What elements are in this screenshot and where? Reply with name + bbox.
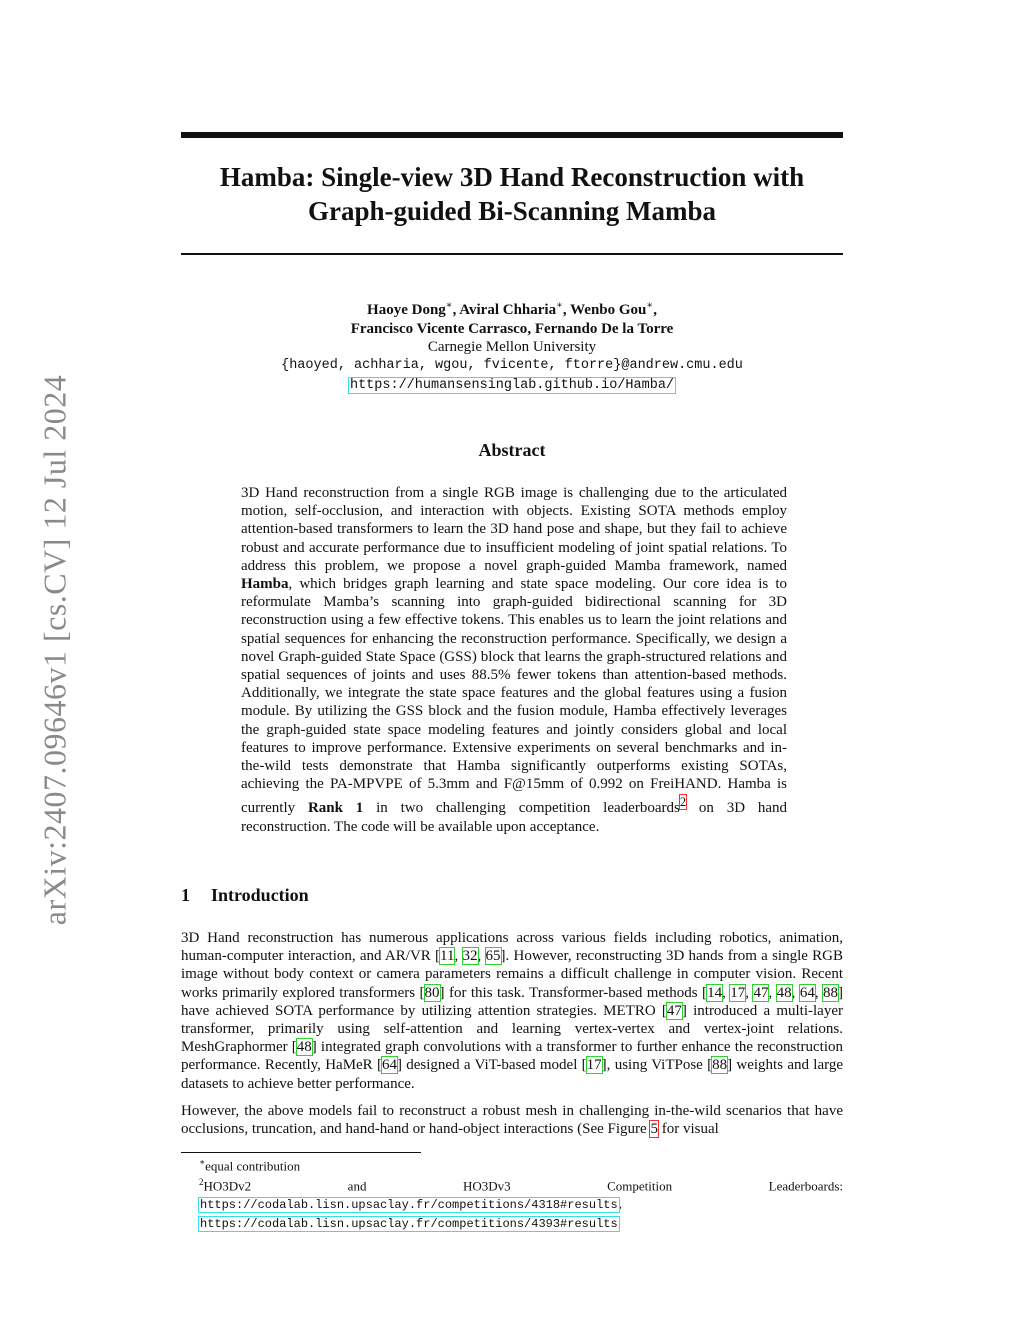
figure-ref-link[interactable]: 5 [650, 1121, 658, 1138]
citation-link[interactable]: 65 [485, 948, 501, 965]
footnote-2-link[interactable]: 2 [679, 795, 687, 810]
author-block [181, 301, 843, 396]
author-line-1: Haoye Dong∗, Aviral Chharia∗, Wenbo Gou∗, [367, 300, 657, 318]
citation-link[interactable]: 17 [730, 984, 746, 1001]
title-top-rule [181, 132, 843, 138]
equal-contribution-mark: ∗ [556, 300, 563, 311]
footnotes [181, 1154, 843, 1233]
citation-link[interactable]: 64 [381, 1057, 397, 1074]
abstract-body: 3D Hand reconstruction from a single RGB image is challenging due to the articulated motion, self-occlusion, and interaction with objects. Existing SOTA methods employ attention-based transformers to learn the 3D hand pose and shape, but they fail to achieve robust and accurate performance due to insufficient modeling of joint spatial relations. To address this problem, we propose a novel graph-guided Mamba framework, named Hamba, which bridges graph learning and state space modeling. Our core idea is to reformulate Mamba’s scanning into graph-guided bidirectional scanning for 3D reconstruction using a few effective tokens. This enables us to learn the joint relations and spatial sequences for enhancing the reconstruction performance. Specifically, we design a novel Graph-guided State Space (GSS) block that learns the graph-structured relations and spatial sequences of joints and uses 88.5% fewer tokens than attention-based methods. Additionally, we integrate the state space features and the global features using a fusion module. By utilizing the GSS block and the fusion module, Hamba effectively leverages the graph-guided state space modeling features and jointly considers global and local features to improve performance. Extensive experiments on several benchmarks and in-the-wild tests demonstrate that Hamba significantly outperforms existing SOTAs, achieving the PA-MPVPE of 5.3mm and F@15mm of 0.992 on FreiHAND. Hamba is currently Rank 1 in two challenging competition leaderboards$^2$ on 3D hand reconstruction. The code will be available upon acceptance. [241, 485, 787, 835]
section-number: 1 [181, 885, 190, 905]
equal-contribution-mark: ∗ [445, 300, 453, 311]
author-name: Wenbo Gou [570, 302, 647, 318]
citation-link[interactable]: 48 [776, 984, 792, 1001]
author-line-2: Francisco Vicente Carrasco, Fernando De la Torre [350, 320, 674, 337]
citation-link[interactable]: 48 [296, 1039, 312, 1056]
citation-link[interactable]: 17 [586, 1057, 602, 1074]
affiliation: Carnegie Mellon University [427, 339, 597, 355]
citation-link[interactable]: 11 [440, 948, 455, 965]
section-heading-introduction [181, 885, 309, 906]
citation-link[interactable]: 64 [799, 984, 815, 1001]
hamba-name: Hamba [241, 576, 289, 593]
citation-link[interactable]: 80 [424, 984, 440, 1001]
arxiv-identifier: arXiv:2407.09646v1 [cs.CV] 12 Jul 2024 [36, 374, 73, 926]
leaderboard-link-4318[interactable]: https://codalab.lisn.upsaclay.fr/competitions/4318#results [200, 1197, 618, 1212]
author-name: Haoye Dong [367, 302, 446, 318]
title-line-1: Hamba: Single-view 3D Hand Reconstruction with [219, 162, 805, 192]
introduction-body [181, 929, 843, 1147]
citation-link[interactable]: 14 [707, 984, 723, 1001]
title-line-2: Graph-guided Bi-Scanning Mamba [307, 196, 717, 226]
intro-paragraph-2: However, the above models fail to reconstruct a robust mesh in challenging in-the-wild scenarios that have occlusions, truncation, and hand-hand or hand-object interactions (See Figure 5 for visual [181, 1102, 843, 1138]
author-name: Fernando De la Torre [534, 320, 674, 337]
citation-link[interactable]: 88 [823, 984, 838, 1001]
footnote-2: $^2$HO3Dv2 and HO3Dv3 Competition Leaderboards: https://codalab.lisn.upsaclay.fr/competitions/4318#results, https://codalab.lisn.upsaclay.fr/competitions/4393#results [199, 1177, 843, 1231]
author-name: Francisco Vicente Carrasco [350, 320, 528, 337]
author-name: Aviral Chharia [459, 302, 557, 318]
footnote-1: ∗equal contribution [199, 1157, 301, 1174]
citation-link[interactable]: 88 [712, 1057, 728, 1074]
paper-title [181, 160, 843, 228]
rank-emphasis: Rank 1 [307, 800, 364, 817]
citation-link[interactable]: 47 [753, 984, 769, 1001]
footnote-rule [181, 1152, 421, 1153]
citation-link[interactable]: 32 [462, 948, 478, 965]
abstract-heading: Abstract [478, 440, 546, 460]
leaderboard-link-4393[interactable]: https://codalab.lisn.upsaclay.fr/competitions/4393#results [200, 1216, 618, 1231]
project-page-link[interactable]: https://humansensinglab.github.io/Hamba/ [349, 378, 675, 393]
equal-contribution-mark: ∗ [646, 300, 654, 311]
section-title: Introduction [211, 885, 309, 905]
intro-paragraph-1: 3D Hand reconstruction has numerous applications across various fields including robotics, animation, human-computer interaction, and AR/VR [11, 32, 65]. However, reconstructing 3D hands from a single RGB image without body context or camera parameters remains a difficult challenge in computer vision. Recent works primarily explored transformers [80] for this task. Transformer-based methods [14, 17, 47, 48, 64, 88] have achieved SOTA performance by utilizing attention strategies. METRO [47] introduced a multi-layer transformer, primarily using self-attention and learning vertex-vertex and vertex-joint relations. MeshGraphormer [48] integrated graph convolutions with a transformer to further enhance the reconstruction performance. Recently, HaMeR [64] designed a ViT-based model [17], using ViTPose [88] weights and large datasets to achieve better performance. [181, 930, 844, 1092]
title-bottom-rule [181, 253, 843, 255]
author-emails: {haoyed, achharia, wgou, fvicente, ftorre}@andrew.cmu.edu [281, 357, 743, 373]
citation-link[interactable]: 47 [666, 1002, 682, 1019]
